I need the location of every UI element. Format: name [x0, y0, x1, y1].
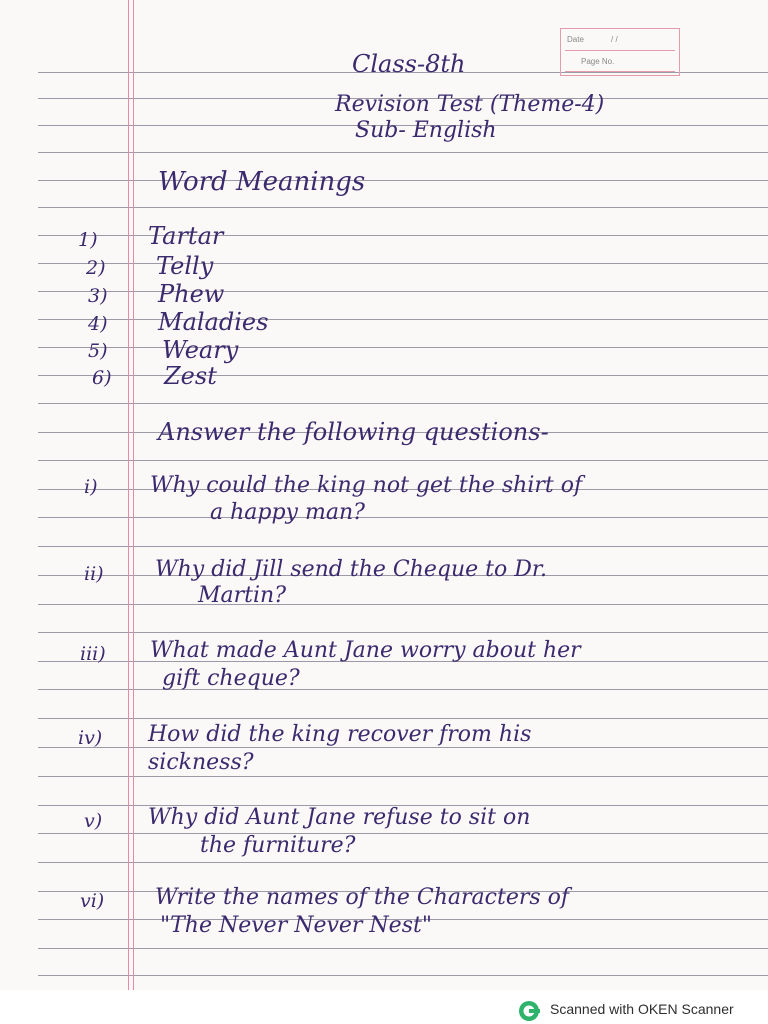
- question-number: vi): [80, 890, 105, 912]
- test-title: Revision Test (Theme-4): [335, 92, 605, 117]
- questions-heading: Answer the following questions-: [158, 418, 549, 446]
- word-number: 5): [88, 340, 108, 362]
- class-heading: Class-8th: [352, 50, 466, 78]
- word-number: 1): [78, 229, 98, 251]
- word-item: Weary: [162, 336, 239, 364]
- ruled-line: [38, 718, 768, 719]
- question-line: Why did Aunt Jane refuse to sit on: [148, 805, 531, 830]
- ruled-line: [38, 776, 768, 777]
- word-number: 4): [88, 313, 108, 335]
- ruled-line: [38, 747, 768, 748]
- ruled-line: [38, 632, 768, 633]
- ruled-line: [38, 604, 768, 605]
- ruled-line: [38, 152, 768, 153]
- question-number: iii): [80, 643, 106, 665]
- ruled-line: [38, 291, 768, 292]
- margin-line: [133, 0, 134, 990]
- ruled-line: [38, 347, 768, 348]
- ruled-line: [38, 207, 768, 208]
- question-line: sickness?: [148, 750, 254, 775]
- question-line: "The Never Never Nest": [160, 913, 432, 938]
- ruled-line: [38, 948, 768, 949]
- question-line: a happy man?: [210, 500, 365, 525]
- oken-scanner-logo-icon: [518, 1000, 540, 1022]
- date-value: / /: [611, 35, 618, 44]
- subject-line: Sub- English: [355, 118, 497, 143]
- question-number: i): [84, 476, 98, 498]
- date-label: Date: [567, 35, 584, 44]
- word-number: 6): [92, 367, 112, 389]
- ruled-line: [38, 975, 768, 976]
- question-number: ii): [84, 563, 104, 585]
- question-number: iv): [78, 727, 103, 749]
- question-line: Martin?: [198, 583, 286, 608]
- ruled-line: [38, 263, 768, 264]
- ruled-line: [38, 460, 768, 461]
- word-item: Phew: [158, 280, 225, 308]
- ruled-line: [38, 180, 768, 181]
- word-item: Zest: [164, 362, 217, 390]
- question-line: Why could the king not get the shirt of: [150, 473, 583, 498]
- page-number-label: Page No.: [581, 57, 615, 66]
- ruled-line: [38, 403, 768, 404]
- question-line: How did the king recover from his: [148, 722, 532, 747]
- date-page-box: [560, 28, 680, 76]
- ruled-line: [38, 375, 768, 376]
- ruled-line: [38, 862, 768, 863]
- margin-line: [128, 0, 129, 990]
- ruled-line: [38, 546, 768, 547]
- ruled-line: [38, 319, 768, 320]
- word-number: 2): [86, 257, 106, 279]
- word-meanings-heading: Word Meanings: [158, 167, 366, 197]
- ruled-line: [38, 517, 768, 518]
- question-line: Write the names of the Characters of: [155, 885, 570, 910]
- question-line: What made Aunt Jane worry about her: [150, 638, 581, 663]
- word-item: Tartar: [148, 222, 224, 250]
- question-number: v): [84, 810, 103, 832]
- question-line: the furniture?: [200, 833, 356, 858]
- word-number: 3): [88, 285, 108, 307]
- ruled-line: [38, 689, 768, 690]
- question-line: Why did Jill send the Cheque to Dr.: [155, 557, 547, 582]
- ruled-line: [38, 833, 768, 834]
- word-item: Maladies: [158, 308, 269, 336]
- scanner-watermark-text: Scanned with OKEN Scanner: [550, 1001, 734, 1017]
- question-line: gift cheque?: [162, 666, 300, 691]
- word-item: Telly: [156, 252, 214, 280]
